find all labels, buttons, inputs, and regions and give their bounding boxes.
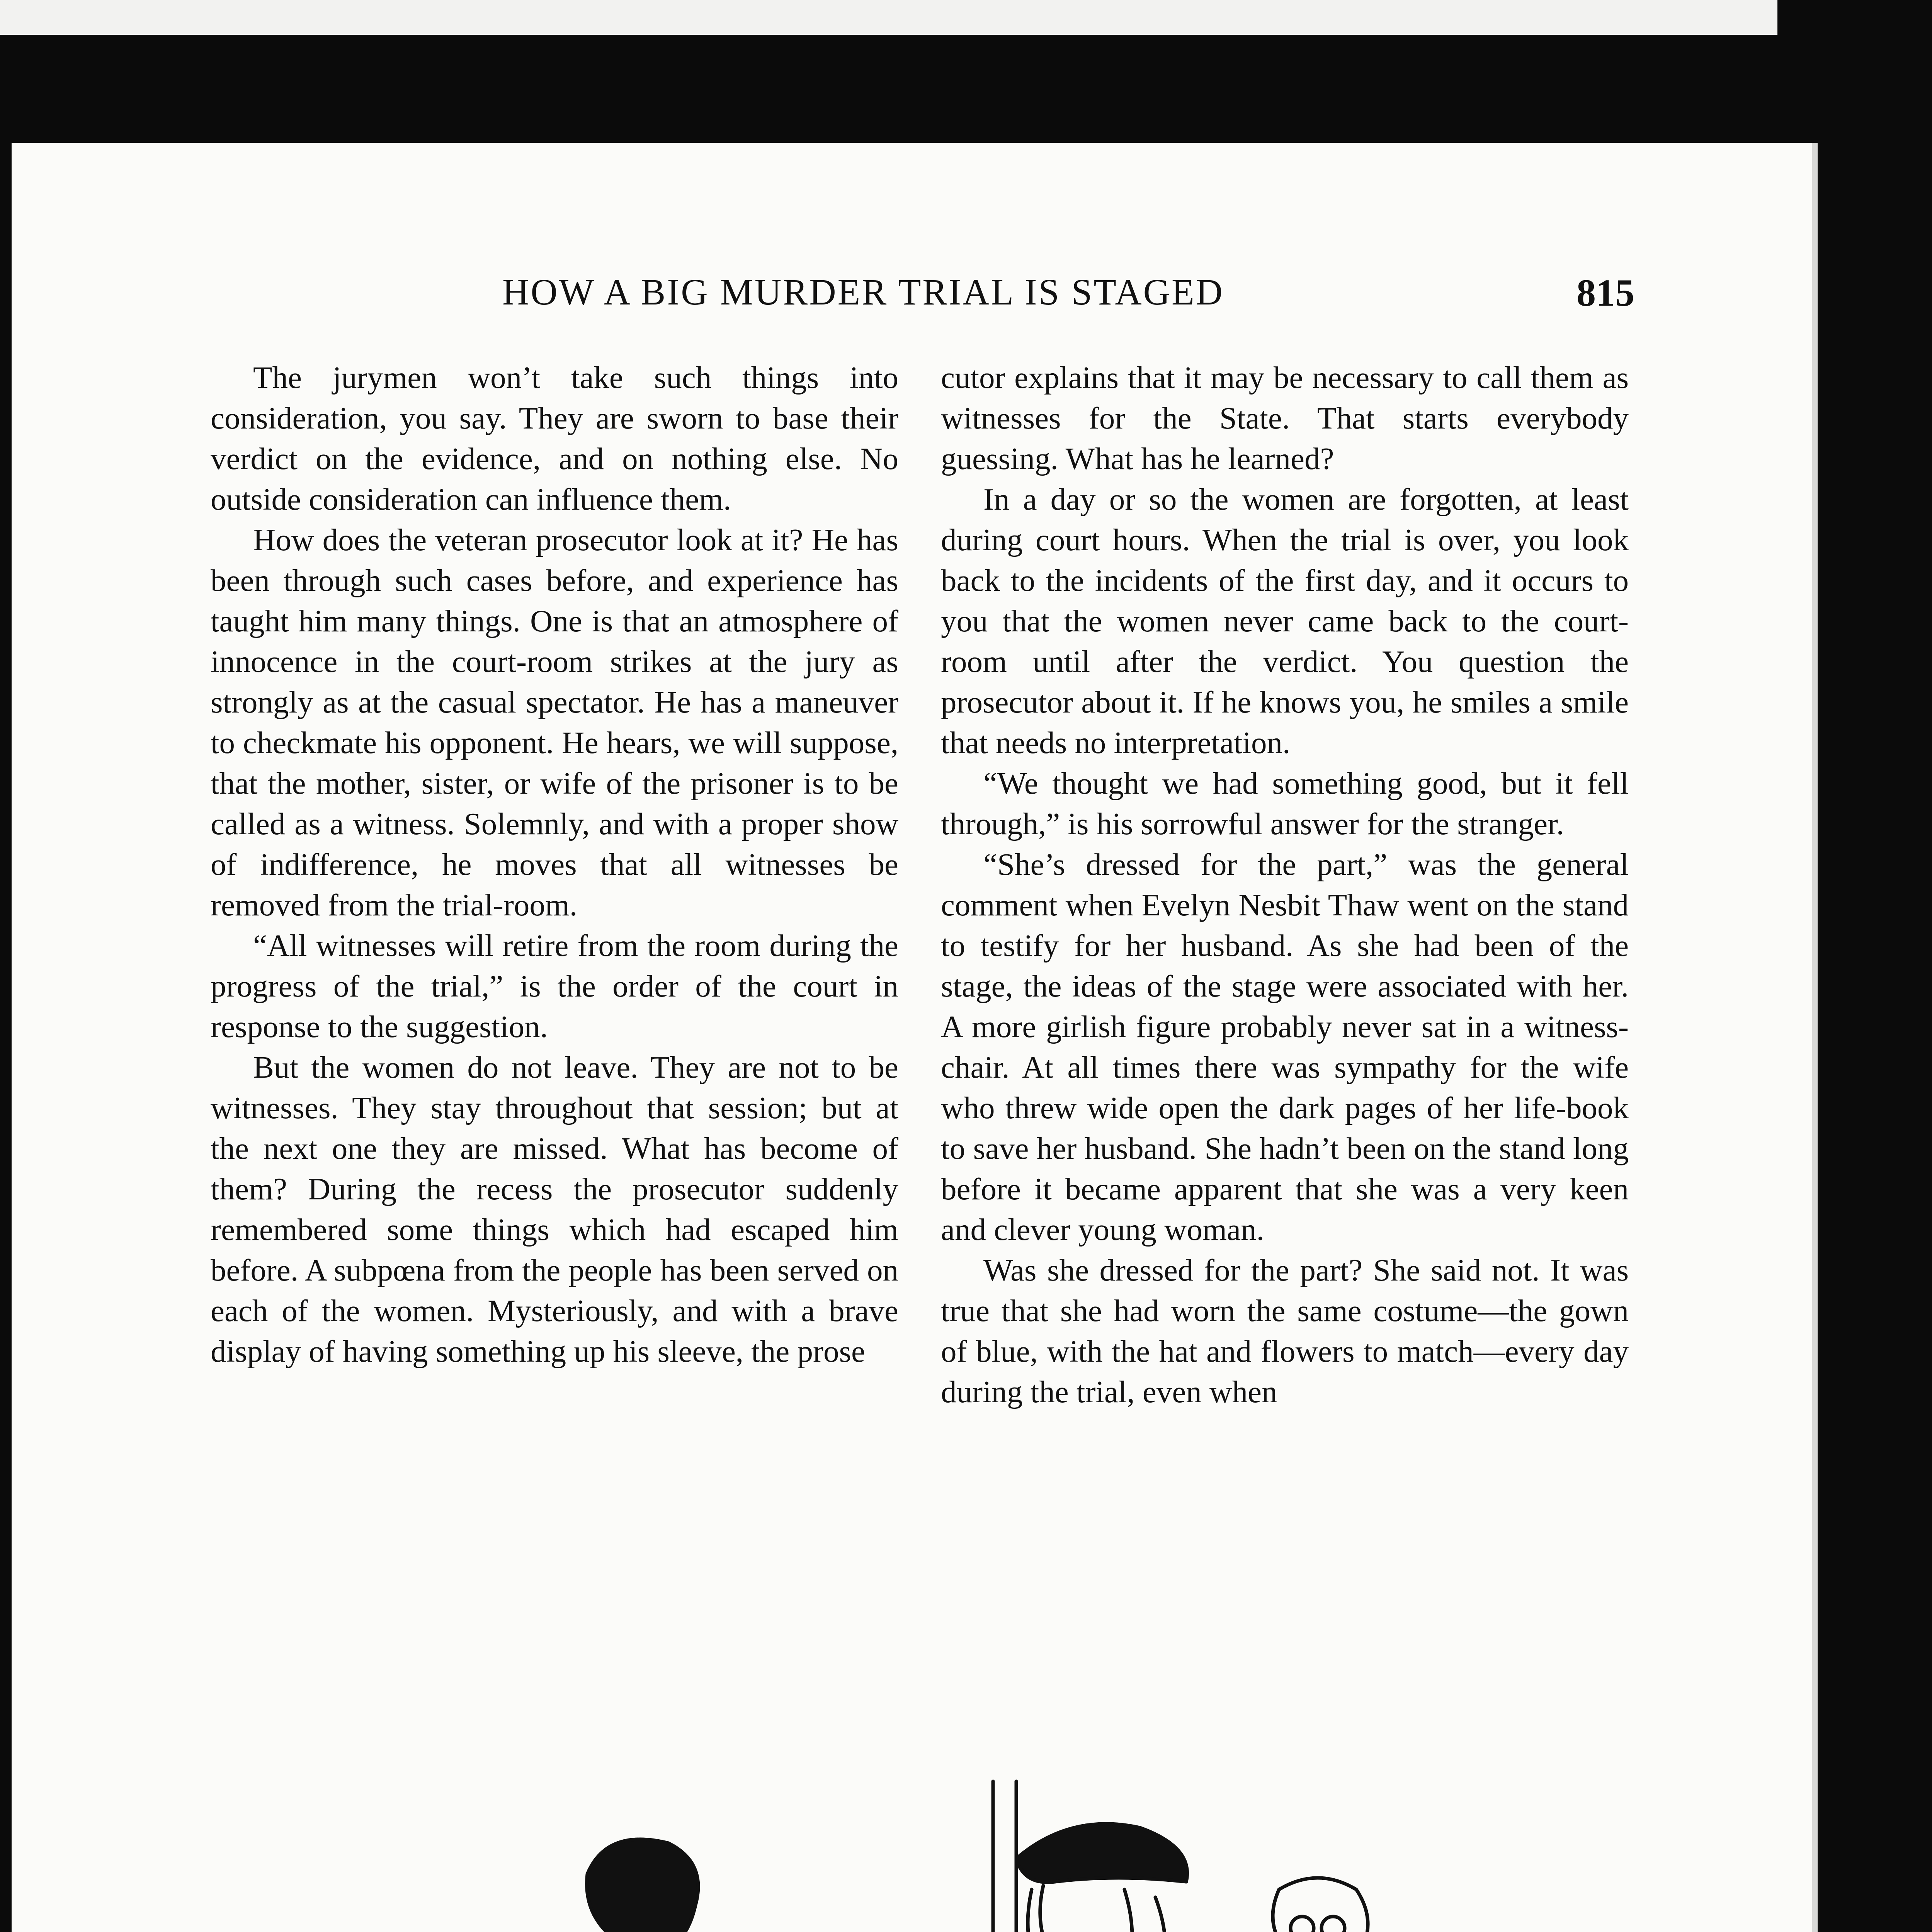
previous-page-edge bbox=[0, 0, 1777, 35]
magazine-page bbox=[12, 143, 1818, 1932]
page-header bbox=[213, 270, 1634, 332]
paragraph: “We thought we had something good, but it fell through,” is his sorrowful answer for the stranger. bbox=[941, 766, 1629, 841]
paragraph: “She’s dressed for the part,” was the general comment when Evelyn Nesbit Thaw went on the stand to testify for her husband. As she had been of the stage, the ideas of the stage were associated with her. A more girlish figure probably never sat in a witness-chair. At all times there was sympathy for the wife who threw wide open the dark pages of her life-book to save her husband. She hadn’t been on the stand long before it became apparent that she was a very keen and clever young woman. bbox=[941, 847, 1629, 1247]
prosecutor-figure bbox=[419, 1839, 923, 1932]
page-number: 815 bbox=[1577, 271, 1634, 314]
paragraph: The jurymen won’t take such things into consideration, you say. They are sworn to base their verdict on the evidence, and on nothing else. No outside consideration can influence them. bbox=[211, 360, 898, 517]
left-text-column bbox=[211, 357, 898, 1372]
paragraph: cutor explains that it may be necessary to call them as witnesses for the State. That starts everybody guessing. What has he learned? bbox=[941, 360, 1629, 476]
right-text-column bbox=[941, 357, 1629, 1412]
paragraph: But the women do not leave. They are not to be witnesses. They stay throughout that session; but at the next one they are missed. What has become of them? During the recess the prosecutor suddenly remembered some things which had escaped him before. A subpœna from the people has been served on each of the women. Mysteriously, and with a brave display of having something up his sleeve, the prose bbox=[211, 1050, 898, 1369]
background-figure bbox=[1250, 1878, 1442, 1932]
courtroom-illustration bbox=[336, 1758, 1526, 1932]
paragraph: “All witnesses will retire from the room during the progress of the trial,” is the order of the court in response to the suggestion. bbox=[211, 928, 898, 1044]
paragraph: How does the veteran prosecutor look at it? He has been through such cases before, and experience has taught him many things. One is that an atmosphere of innocence in the court-room strikes at the jury as strongly as at the casual spectator. He has a maneuver to checkmate his opponent. He hears, we will suppose, that the mother, sister, or wife of the prisoner is to be called as a witness. Solemnly, and with a proper show of indifference, he moves that all witnesses be removed from the trial-room. bbox=[211, 522, 898, 922]
witness-figure bbox=[885, 1824, 1233, 1932]
running-title: HOW A BIG MURDER TRIAL IS STAGED bbox=[502, 271, 1224, 313]
paragraph: In a day or so the women are forgotten, at least during court hours. When the trial is over, you look back to the incidents of the first day, and it occurs to you that the women never came back to the court-room until after the verdict. You question the prosecutor about it. If he knows you, he smiles a smile that needs no interpretation. bbox=[941, 482, 1629, 760]
paragraph: Was she dressed for the part? She said not. It was true that she had worn the same costume—the gown of blue, with the hat and flowers to match—every day during the trial, even when bbox=[941, 1253, 1629, 1409]
